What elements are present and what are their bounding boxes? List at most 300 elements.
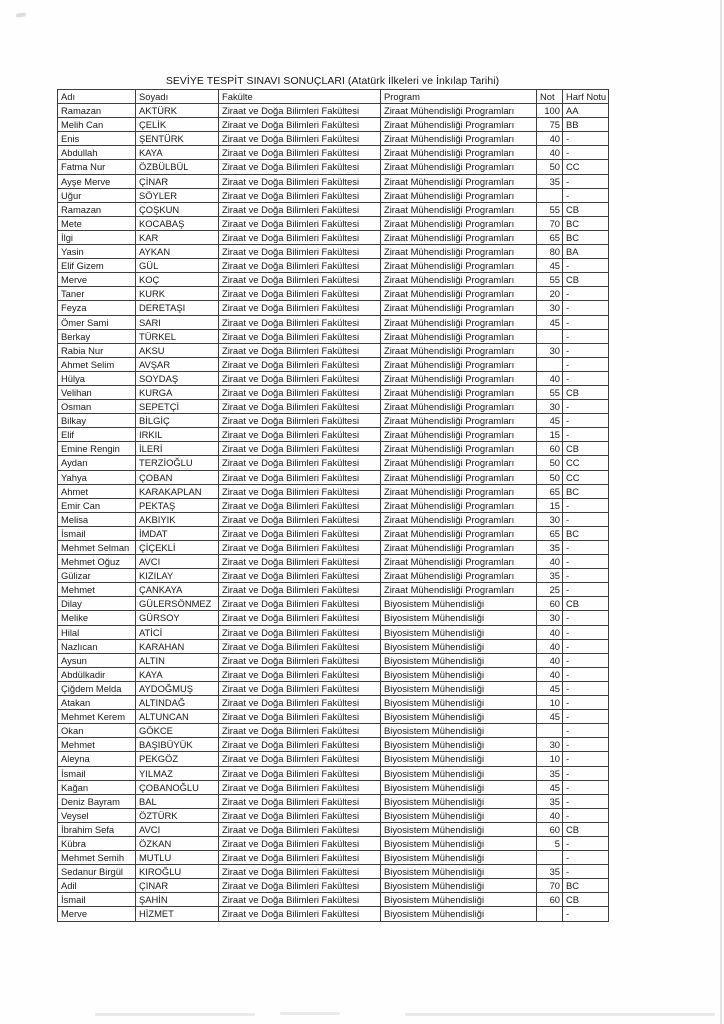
cell-fakulte: Ziraat ve Doğa Bilimleri Fakültesi — [219, 287, 381, 301]
cell-harf-notu: CB — [563, 273, 609, 287]
cell-fakulte: Ziraat ve Doğa Bilimleri Fakültesi — [219, 667, 381, 681]
cell-adi: Mehmet — [58, 583, 136, 597]
cell-adi: Aydan — [58, 456, 136, 470]
cell-program: Biyosistem Mühendisliği — [381, 766, 537, 780]
table-row — [58, 893, 609, 907]
cell-soyadi: SARI — [136, 315, 219, 329]
cell-fakulte: Ziraat ve Doğa Bilimleri Fakültesi — [219, 160, 381, 174]
cell-soyadi: ÇOBAN — [136, 470, 219, 484]
cell-fakulte: Ziraat ve Doğa Bilimleri Fakültesi — [219, 174, 381, 188]
cell-program: Biyosistem Mühendisliği — [381, 893, 537, 907]
cell-not: 45 — [537, 710, 563, 724]
cell-not: 30 — [537, 738, 563, 752]
cell-harf-notu: - — [563, 696, 609, 710]
cell-harf-notu: - — [563, 724, 609, 738]
cell-program: Biyosistem Mühendisliği — [381, 710, 537, 724]
cell-fakulte: Ziraat ve Doğa Bilimleri Fakültesi — [219, 752, 381, 766]
cell-harf-notu: - — [563, 653, 609, 667]
cell-soyadi: ÖZKAN — [136, 836, 219, 850]
cell-harf-notu: CB — [563, 202, 609, 216]
cell-harf-notu: - — [563, 329, 609, 343]
table-row — [58, 484, 609, 498]
cell-soyadi: GÖKCE — [136, 724, 219, 738]
cell-not: 30 — [537, 343, 563, 357]
cell-soyadi: AVCI — [136, 822, 219, 836]
cell-soyadi: TÜRKEL — [136, 329, 219, 343]
table-row — [58, 259, 609, 273]
cell-fakulte: Ziraat ve Doğa Bilimleri Fakültesi — [219, 893, 381, 907]
table-row — [58, 371, 609, 385]
cell-fakulte: Ziraat ve Doğa Bilimleri Fakültesi — [219, 639, 381, 653]
cell-adi: İsmail — [58, 766, 136, 780]
cell-harf-notu: BC — [563, 526, 609, 540]
cell-soyadi: KURK — [136, 287, 219, 301]
cell-not: 25 — [537, 583, 563, 597]
cell-adi: Mehmet Oğuz — [58, 555, 136, 569]
cell-soyadi: AVCI — [136, 555, 219, 569]
cell-adi: Merve — [58, 273, 136, 287]
cell-soyadi: AKBIYIK — [136, 512, 219, 526]
table-row — [58, 681, 609, 695]
cell-harf-notu: - — [563, 428, 609, 442]
cell-program: Ziraat Mühendisliği Programları — [381, 428, 537, 442]
cell-program: Ziraat Mühendisliği Programları — [381, 526, 537, 540]
cell-program: Ziraat Mühendisliği Programları — [381, 273, 537, 287]
cell-fakulte: Ziraat ve Doğa Bilimleri Fakültesi — [219, 259, 381, 273]
cell-harf-notu: CC — [563, 470, 609, 484]
cell-adi: Elif — [58, 428, 136, 442]
table-row — [58, 766, 609, 780]
cell-soyadi: ÇİNAR — [136, 174, 219, 188]
cell-fakulte: Ziraat ve Doğa Bilimleri Fakültesi — [219, 512, 381, 526]
cell-soyadi: AKTÜRK — [136, 104, 219, 118]
scan-streak — [95, 1013, 255, 1016]
cell-not: 40 — [537, 625, 563, 639]
cell-adi: Deniz Bayram — [58, 794, 136, 808]
cell-adi: Mehmet Kerem — [58, 710, 136, 724]
cell-program: Biyosistem Mühendisliği — [381, 780, 537, 794]
cell-not: 40 — [537, 371, 563, 385]
cell-harf-notu: AA — [563, 104, 609, 118]
table-row — [58, 301, 609, 315]
cell-harf-notu: - — [563, 907, 609, 921]
cell-adi: Mehmet Selman — [58, 541, 136, 555]
cell-adi: Hülya — [58, 371, 136, 385]
cell-soyadi: İMDAT — [136, 526, 219, 540]
cell-not: 20 — [537, 287, 563, 301]
table-row — [58, 202, 609, 216]
cell-soyadi: KARAHAN — [136, 639, 219, 653]
cell-not: 30 — [537, 301, 563, 315]
cell-fakulte: Ziraat ve Doğa Bilimleri Fakültesi — [219, 526, 381, 540]
cell-not: 5 — [537, 836, 563, 850]
cell-soyadi: YILMAZ — [136, 766, 219, 780]
table-row — [58, 160, 609, 174]
cell-not: 35 — [537, 569, 563, 583]
table-row — [58, 724, 609, 738]
cell-harf-notu: - — [563, 146, 609, 160]
table-row — [58, 414, 609, 428]
cell-harf-notu: - — [563, 766, 609, 780]
cell-adi: Yasin — [58, 245, 136, 259]
table-row — [58, 132, 609, 146]
cell-harf-notu: - — [563, 188, 609, 202]
header-row — [58, 90, 609, 104]
cell-adi: Adil — [58, 879, 136, 893]
cell-program: Biyosistem Mühendisliği — [381, 639, 537, 653]
cell-not: 40 — [537, 132, 563, 146]
cell-program: Ziraat Mühendisliği Programları — [381, 174, 537, 188]
cell-program: Biyosistem Mühendisliği — [381, 851, 537, 865]
cell-program: Biyosistem Mühendisliği — [381, 822, 537, 836]
cell-harf-notu: - — [563, 371, 609, 385]
cell-harf-notu: BC — [563, 216, 609, 230]
cell-program: Biyosistem Mühendisliği — [381, 865, 537, 879]
cell-program: Ziraat Mühendisliği Programları — [381, 442, 537, 456]
cell-program: Ziraat Mühendisliği Programları — [381, 329, 537, 343]
cell-harf-notu: - — [563, 512, 609, 526]
cell-adi: Feyza — [58, 301, 136, 315]
table-row — [58, 752, 609, 766]
cell-adi: Elif Gizem — [58, 259, 136, 273]
cell-harf-notu: - — [563, 569, 609, 583]
cell-program: Biyosistem Mühendisliği — [381, 879, 537, 893]
cell-fakulte: Ziraat ve Doğa Bilimleri Fakültesi — [219, 442, 381, 456]
cell-program: Ziraat Mühendisliği Programları — [381, 498, 537, 512]
cell-program: Ziraat Mühendisliği Programları — [381, 230, 537, 244]
cell-adi: Nazlıcan — [58, 639, 136, 653]
cell-program: Ziraat Mühendisliği Programları — [381, 146, 537, 160]
cell-program: Ziraat Mühendisliği Programları — [381, 583, 537, 597]
cell-soyadi: AYKAN — [136, 245, 219, 259]
cell-fakulte: Ziraat ve Doğa Bilimleri Fakültesi — [219, 230, 381, 244]
table-row — [58, 216, 609, 230]
exam-results-table — [57, 89, 609, 922]
cell-program: Ziraat Mühendisliği Programları — [381, 315, 537, 329]
cell-fakulte: Ziraat ve Doğa Bilimleri Fakültesi — [219, 315, 381, 329]
cell-not: 35 — [537, 766, 563, 780]
cell-program: Ziraat Mühendisliği Programları — [381, 569, 537, 583]
cell-program: Ziraat Mühendisliği Programları — [381, 118, 537, 132]
cell-harf-notu: - — [563, 710, 609, 724]
cell-program: Ziraat Mühendisliği Programları — [381, 202, 537, 216]
table-row — [58, 245, 609, 259]
table-row — [58, 639, 609, 653]
cell-program: Biyosistem Mühendisliği — [381, 625, 537, 639]
cell-harf-notu: - — [563, 865, 609, 879]
cell-not: 40 — [537, 639, 563, 653]
cell-program: Biyosistem Mühendisliği — [381, 794, 537, 808]
cell-not: 45 — [537, 414, 563, 428]
cell-program: Ziraat Mühendisliği Programları — [381, 287, 537, 301]
cell-fakulte: Ziraat ve Doğa Bilimleri Fakültesi — [219, 188, 381, 202]
cell-fakulte: Ziraat ve Doğa Bilimleri Fakültesi — [219, 400, 381, 414]
cell-adi: Mehmet — [58, 738, 136, 752]
cell-fakulte: Ziraat ve Doğa Bilimleri Fakültesi — [219, 555, 381, 569]
cell-program: Biyosistem Mühendisliği — [381, 836, 537, 850]
table-row — [58, 738, 609, 752]
col-header-not: Not — [537, 90, 563, 104]
cell-soyadi: ALTINDAĞ — [136, 696, 219, 710]
cell-harf-notu: - — [563, 555, 609, 569]
cell-fakulte: Ziraat ve Doğa Bilimleri Fakültesi — [219, 385, 381, 399]
cell-not: 100 — [537, 104, 563, 118]
cell-program: Biyosistem Mühendisliği — [381, 597, 537, 611]
cell-fakulte: Ziraat ve Doğa Bilimleri Fakültesi — [219, 414, 381, 428]
cell-program: Ziraat Mühendisliği Programları — [381, 160, 537, 174]
cell-adi: Enis — [58, 132, 136, 146]
table-row — [58, 456, 609, 470]
cell-fakulte: Ziraat ve Doğa Bilimleri Fakültesi — [219, 245, 381, 259]
cell-adi: Gülizar — [58, 569, 136, 583]
table-row — [58, 794, 609, 808]
cell-not: 40 — [537, 653, 563, 667]
cell-soyadi: ÇINAR — [136, 879, 219, 893]
cell-fakulte: Ziraat ve Doğa Bilimleri Fakültesi — [219, 766, 381, 780]
cell-program: Biyosistem Mühendisliği — [381, 611, 537, 625]
cell-soyadi: ALTIN — [136, 653, 219, 667]
cell-program: Biyosistem Mühendisliği — [381, 667, 537, 681]
cell-adi: Aleyna — [58, 752, 136, 766]
cell-fakulte: Ziraat ve Doğa Bilimleri Fakültesi — [219, 780, 381, 794]
cell-not: 35 — [537, 541, 563, 555]
cell-adi: Ramazan — [58, 202, 136, 216]
cell-not: 35 — [537, 174, 563, 188]
cell-harf-notu: - — [563, 611, 609, 625]
cell-harf-notu: CC — [563, 456, 609, 470]
col-header-soyadi: Soyadı — [136, 90, 219, 104]
cell-soyadi: ÇOŞKUN — [136, 202, 219, 216]
cell-harf-notu: - — [563, 174, 609, 188]
cell-program: Biyosistem Mühendisliği — [381, 696, 537, 710]
cell-soyadi: ŞAHİN — [136, 893, 219, 907]
cell-program: Biyosistem Mühendisliği — [381, 738, 537, 752]
table-row — [58, 357, 609, 371]
cell-harf-notu: CB — [563, 442, 609, 456]
cell-fakulte: Ziraat ve Doğa Bilimleri Fakültesi — [219, 541, 381, 555]
cell-fakulte: Ziraat ve Doğa Bilimleri Fakültesi — [219, 146, 381, 160]
table-row — [58, 555, 609, 569]
cell-soyadi: TERZİOĞLU — [136, 456, 219, 470]
cell-not: 60 — [537, 597, 563, 611]
cell-harf-notu: CB — [563, 385, 609, 399]
table-row — [58, 526, 609, 540]
cell-adi: İlgi — [58, 230, 136, 244]
cell-harf-notu: CB — [563, 893, 609, 907]
cell-adi: Mete — [58, 216, 136, 230]
cell-soyadi: PEKTAŞ — [136, 498, 219, 512]
cell-not: 35 — [537, 794, 563, 808]
table-row — [58, 653, 609, 667]
cell-not: 50 — [537, 160, 563, 174]
cell-not: 75 — [537, 118, 563, 132]
cell-not: 50 — [537, 456, 563, 470]
cell-soyadi: BİLGİÇ — [136, 414, 219, 428]
cell-adi: Ahmet — [58, 484, 136, 498]
cell-harf-notu: - — [563, 259, 609, 273]
cell-soyadi: KAYA — [136, 667, 219, 681]
cell-adi: İsmail — [58, 526, 136, 540]
cell-harf-notu: - — [563, 132, 609, 146]
cell-fakulte: Ziraat ve Doğa Bilimleri Fakültesi — [219, 653, 381, 667]
cell-adi: Dilay — [58, 597, 136, 611]
cell-not: 60 — [537, 893, 563, 907]
table-row — [58, 315, 609, 329]
cell-fakulte: Ziraat ve Doğa Bilimleri Fakültesi — [219, 371, 381, 385]
cell-fakulte: Ziraat ve Doğa Bilimleri Fakültesi — [219, 329, 381, 343]
cell-fakulte: Ziraat ve Doğa Bilimleri Fakültesi — [219, 357, 381, 371]
cell-soyadi: ALTUNCAN — [136, 710, 219, 724]
cell-fakulte: Ziraat ve Doğa Bilimleri Fakültesi — [219, 484, 381, 498]
table-row — [58, 541, 609, 555]
cell-harf-notu: BC — [563, 484, 609, 498]
cell-fakulte: Ziraat ve Doğa Bilimleri Fakültesi — [219, 343, 381, 357]
cell-adi: Ayşe Merve — [58, 174, 136, 188]
cell-adi: Melih Can — [58, 118, 136, 132]
table-row — [58, 836, 609, 850]
cell-harf-notu: - — [563, 541, 609, 555]
cell-soyadi: BAŞIBÜYÜK — [136, 738, 219, 752]
cell-not: 60 — [537, 442, 563, 456]
cell-fakulte: Ziraat ve Doğa Bilimleri Fakültesi — [219, 202, 381, 216]
cell-program: Ziraat Mühendisliği Programları — [381, 259, 537, 273]
cell-harf-notu: BC — [563, 230, 609, 244]
cell-harf-notu: BA — [563, 245, 609, 259]
cell-not: 40 — [537, 808, 563, 822]
cell-adi: Emir Can — [58, 498, 136, 512]
cell-fakulte: Ziraat ve Doğa Bilimleri Fakültesi — [219, 836, 381, 850]
cell-harf-notu: - — [563, 357, 609, 371]
cell-soyadi: BAL — [136, 794, 219, 808]
cell-not — [537, 188, 563, 202]
cell-not: 40 — [537, 555, 563, 569]
cell-fakulte: Ziraat ve Doğa Bilimleri Fakültesi — [219, 710, 381, 724]
cell-harf-notu: - — [563, 808, 609, 822]
cell-soyadi: ATİCİ — [136, 625, 219, 639]
cell-harf-notu: - — [563, 414, 609, 428]
cell-fakulte: Ziraat ve Doğa Bilimleri Fakültesi — [219, 428, 381, 442]
table-row — [58, 188, 609, 202]
cell-not: 30 — [537, 611, 563, 625]
cell-adi: Berkay — [58, 329, 136, 343]
cell-soyadi: KIZILAY — [136, 569, 219, 583]
cell-not: 15 — [537, 498, 563, 512]
cell-soyadi: ÖZBÜLBÜL — [136, 160, 219, 174]
cell-adi: Melisa — [58, 512, 136, 526]
table-row — [58, 907, 609, 921]
table-row — [58, 273, 609, 287]
cell-soyadi: AKSU — [136, 343, 219, 357]
cell-program: Ziraat Mühendisliği Programları — [381, 104, 537, 118]
table-row — [58, 512, 609, 526]
cell-fakulte: Ziraat ve Doğa Bilimleri Fakültesi — [219, 498, 381, 512]
cell-program: Ziraat Mühendisliği Programları — [381, 541, 537, 555]
cell-fakulte: Ziraat ve Doğa Bilimleri Fakültesi — [219, 865, 381, 879]
cell-harf-notu: - — [563, 738, 609, 752]
cell-program: Biyosistem Mühendisliği — [381, 907, 537, 921]
col-header-harf-notu: Harf Notu — [563, 90, 609, 104]
table-row — [58, 879, 609, 893]
scan-streak — [280, 1012, 340, 1015]
cell-not: 45 — [537, 315, 563, 329]
scan-streak — [405, 1013, 715, 1016]
col-header-fakulte: Fakülte — [219, 90, 381, 104]
cell-soyadi: SOYDAŞ — [136, 371, 219, 385]
cell-soyadi: KAYA — [136, 146, 219, 160]
cell-not: 60 — [537, 822, 563, 836]
cell-fakulte: Ziraat ve Doğa Bilimleri Fakültesi — [219, 273, 381, 287]
cell-adi: Merve — [58, 907, 136, 921]
cell-harf-notu: - — [563, 681, 609, 695]
cell-program: Biyosistem Mühendisliği — [381, 724, 537, 738]
cell-fakulte: Ziraat ve Doğa Bilimleri Fakültesi — [219, 681, 381, 695]
cell-program: Biyosistem Mühendisliği — [381, 653, 537, 667]
cell-adi: Melike — [58, 611, 136, 625]
cell-adi: Atakan — [58, 696, 136, 710]
cell-not: 65 — [537, 230, 563, 244]
cell-adi: Yahya — [58, 470, 136, 484]
cell-fakulte: Ziraat ve Doğa Bilimleri Fakültesi — [219, 738, 381, 752]
table-row — [58, 174, 609, 188]
cell-adi: İsmail — [58, 893, 136, 907]
cell-adi: Osman — [58, 400, 136, 414]
cell-not — [537, 851, 563, 865]
cell-adi: Ramazan — [58, 104, 136, 118]
cell-fakulte: Ziraat ve Doğa Bilimleri Fakültesi — [219, 569, 381, 583]
table-row — [58, 780, 609, 794]
cell-harf-notu: CB — [563, 597, 609, 611]
cell-harf-notu: - — [563, 836, 609, 850]
table-row — [58, 400, 609, 414]
cell-fakulte: Ziraat ve Doğa Bilimleri Fakültesi — [219, 104, 381, 118]
table-row — [58, 625, 609, 639]
cell-adi: Rabia Nur — [58, 343, 136, 357]
cell-not: 55 — [537, 273, 563, 287]
cell-adi: Abdülkadir — [58, 667, 136, 681]
table-row — [58, 696, 609, 710]
cell-harf-notu: - — [563, 780, 609, 794]
cell-fakulte: Ziraat ve Doğa Bilimleri Fakültesi — [219, 301, 381, 315]
cell-adi: İbrahim Sefa — [58, 822, 136, 836]
cell-fakulte: Ziraat ve Doğa Bilimleri Fakültesi — [219, 118, 381, 132]
cell-adi: Kağan — [58, 780, 136, 794]
table-row — [58, 569, 609, 583]
cell-fakulte: Ziraat ve Doğa Bilimleri Fakültesi — [219, 611, 381, 625]
table-header — [58, 90, 609, 104]
cell-not: 10 — [537, 696, 563, 710]
cell-not: 30 — [537, 512, 563, 526]
cell-not: 40 — [537, 146, 563, 160]
cell-soyadi: ÇOBANOĞLU — [136, 780, 219, 794]
table-row — [58, 865, 609, 879]
cell-adi: Sedanur Birgül — [58, 865, 136, 879]
table-row — [58, 498, 609, 512]
cell-soyadi: KOCABAŞ — [136, 216, 219, 230]
cell-not: 55 — [537, 385, 563, 399]
cell-adi: Taner — [58, 287, 136, 301]
cell-harf-notu: - — [563, 400, 609, 414]
cell-soyadi: ÇİÇEKLİ — [136, 541, 219, 555]
table-body — [58, 104, 609, 921]
cell-fakulte: Ziraat ve Doğa Bilimleri Fakültesi — [219, 456, 381, 470]
cell-harf-notu: - — [563, 667, 609, 681]
cell-fakulte: Ziraat ve Doğa Bilimleri Fakültesi — [219, 597, 381, 611]
cell-soyadi: PEKGÖZ — [136, 752, 219, 766]
cell-adi: Emine Rengin — [58, 442, 136, 456]
cell-program: Biyosistem Mühendisliği — [381, 752, 537, 766]
table-row — [58, 597, 609, 611]
table-row — [58, 385, 609, 399]
